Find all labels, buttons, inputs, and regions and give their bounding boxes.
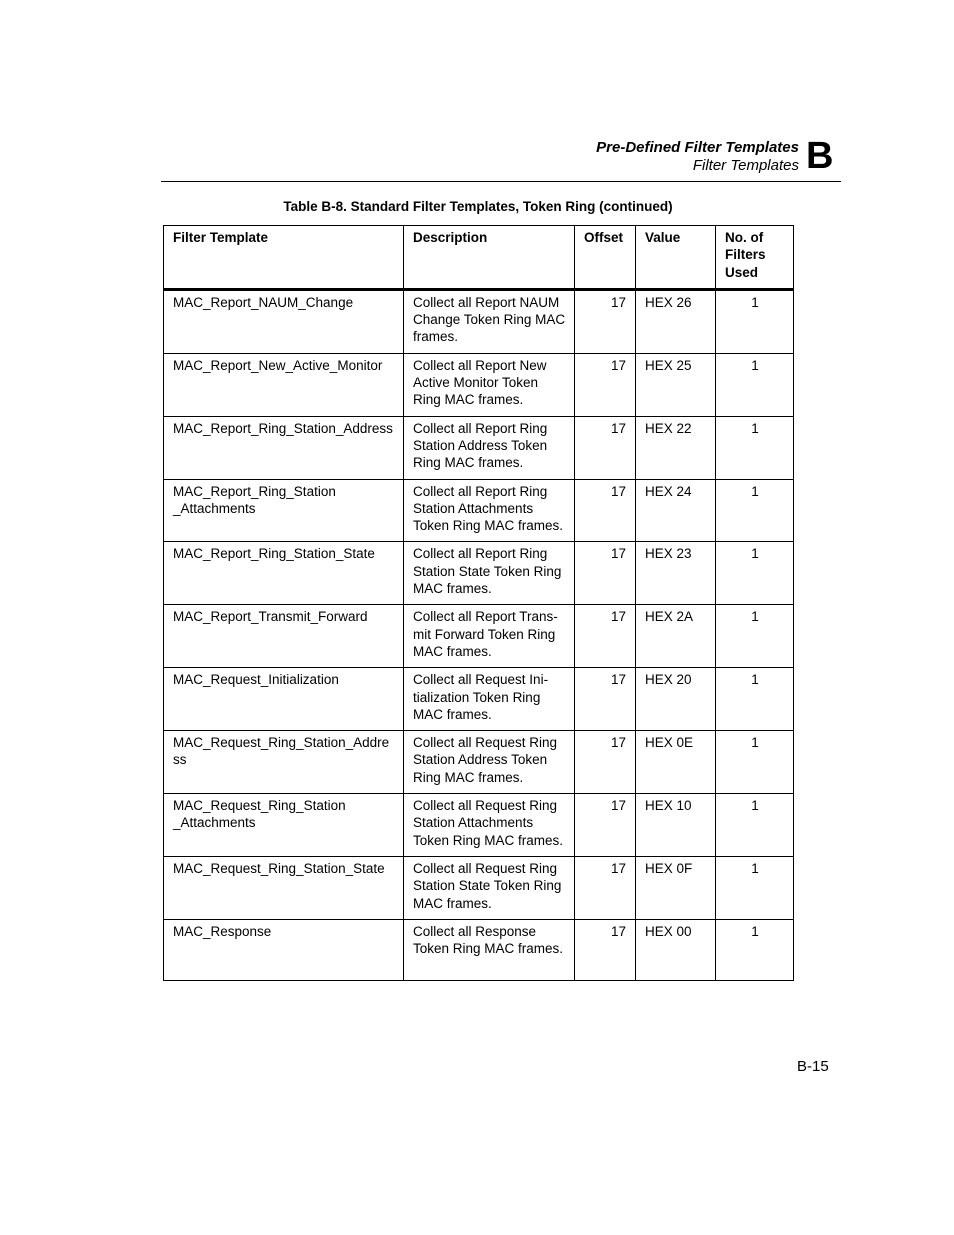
- cell-description: Collect all Response Token Ring MAC frames.: [404, 919, 575, 980]
- cell-description: Collect all Request Ini-tialization Token Ring MAC frames.: [404, 668, 575, 731]
- table-row: [164, 542, 794, 605]
- cell-description: Collect all Report Ring Station Attachments Token Ring MAC frames.: [404, 479, 575, 542]
- cell-value: HEX 25: [636, 353, 716, 416]
- cell-value: HEX 2A: [636, 605, 716, 668]
- table-body: [164, 289, 794, 980]
- table-row: [164, 794, 794, 857]
- cell-offset: 17: [575, 416, 636, 479]
- table-caption: Table B-8. Standard Filter Templates, Token Ring (continued): [283, 199, 673, 214]
- cell-description: Collect all Request Ring Station Address Token Ring MAC frames.: [404, 731, 575, 794]
- table-row: [164, 289, 794, 353]
- cell-offset: 17: [575, 794, 636, 857]
- cell-filters-used: 1: [716, 731, 794, 794]
- cell-value: HEX 22: [636, 416, 716, 479]
- column-header-filter-template: Filter Template: [164, 226, 404, 290]
- cell-filter-template: MAC_Response: [164, 919, 404, 980]
- table-row: [164, 416, 794, 479]
- cell-filter-template: MAC_Report_Ring_Station_State: [164, 542, 404, 605]
- table-header-row: [164, 226, 794, 290]
- cell-filter-template: MAC_Report_NAUM_Change: [164, 289, 404, 353]
- chapter-letter: B: [806, 135, 834, 177]
- running-header: [596, 138, 799, 175]
- section-title: Pre-Defined Filter Templates: [596, 139, 799, 156]
- table-row: [164, 479, 794, 542]
- cell-offset: 17: [575, 668, 636, 731]
- cell-filter-template: MAC_Request_Ring_Station_State: [164, 856, 404, 919]
- table-row: [164, 605, 794, 668]
- subsection-title: Filter Templates: [692, 157, 799, 174]
- page-number: B-15: [797, 1058, 829, 1075]
- table-row: [164, 668, 794, 731]
- cell-value: HEX 23: [636, 542, 716, 605]
- cell-filters-used: 1: [716, 353, 794, 416]
- cell-value: HEX 26: [636, 289, 716, 353]
- table-row: [164, 856, 794, 919]
- cell-value: HEX 24: [636, 479, 716, 542]
- cell-description: Collect all Report NAUM Change Token Ring MAC frames.: [404, 289, 575, 353]
- cell-filter-template: MAC_Report_Ring_Station_Address: [164, 416, 404, 479]
- cell-offset: 17: [575, 353, 636, 416]
- cell-filters-used: 1: [716, 794, 794, 857]
- cell-filter-template: MAC_Request_Ring_Station _Attachments: [164, 794, 404, 857]
- cell-filters-used: 1: [716, 542, 794, 605]
- cell-filters-used: 1: [716, 919, 794, 980]
- cell-filter-template: MAC_Report_Ring_Station _Attachments: [164, 479, 404, 542]
- cell-filters-used: 1: [716, 856, 794, 919]
- cell-offset: 17: [575, 856, 636, 919]
- table-row: [164, 919, 794, 980]
- cell-value: HEX 0E: [636, 731, 716, 794]
- cell-offset: 17: [575, 919, 636, 980]
- cell-value: HEX 20: [636, 668, 716, 731]
- cell-description: Collect all Request Ring Station Attachments Token Ring MAC frames.: [404, 794, 575, 857]
- column-header-value: Value: [636, 226, 716, 290]
- cell-value: HEX 0F: [636, 856, 716, 919]
- header-divider: [161, 181, 841, 182]
- column-header-filters-used: No. of Filters Used: [716, 226, 794, 290]
- cell-description: Collect all Report Ring Station State Token Ring MAC frames.: [404, 542, 575, 605]
- cell-filters-used: 1: [716, 605, 794, 668]
- column-header-description: Description: [404, 226, 575, 290]
- cell-offset: 17: [575, 542, 636, 605]
- cell-filters-used: 1: [716, 668, 794, 731]
- cell-description: Collect all Report Trans-mit Forward Token Ring MAC frames.: [404, 605, 575, 668]
- cell-filter-template: MAC_Request_Ring_Station_Address: [164, 731, 404, 794]
- filter-templates-table: [163, 225, 794, 981]
- cell-description: Collect all Report New Active Monitor Token Ring MAC frames.: [404, 353, 575, 416]
- cell-filters-used: 1: [716, 416, 794, 479]
- cell-description: Collect all Report Ring Station Address Token Ring MAC frames.: [404, 416, 575, 479]
- cell-offset: 17: [575, 289, 636, 353]
- cell-filter-template: MAC_Report_New_Active_Monitor: [164, 353, 404, 416]
- cell-offset: 17: [575, 479, 636, 542]
- column-header-offset: Offset: [575, 226, 636, 290]
- cell-offset: 17: [575, 731, 636, 794]
- cell-description: Collect all Request Ring Station State Token Ring MAC frames.: [404, 856, 575, 919]
- cell-filter-template: MAC_Request_Initialization: [164, 668, 404, 731]
- cell-filters-used: 1: [716, 289, 794, 353]
- table-row: [164, 353, 794, 416]
- cell-offset: 17: [575, 605, 636, 668]
- cell-filters-used: 1: [716, 479, 794, 542]
- cell-value: HEX 10: [636, 794, 716, 857]
- cell-value: HEX 00: [636, 919, 716, 980]
- cell-filter-template: MAC_Report_Transmit_Forward: [164, 605, 404, 668]
- table-row: [164, 731, 794, 794]
